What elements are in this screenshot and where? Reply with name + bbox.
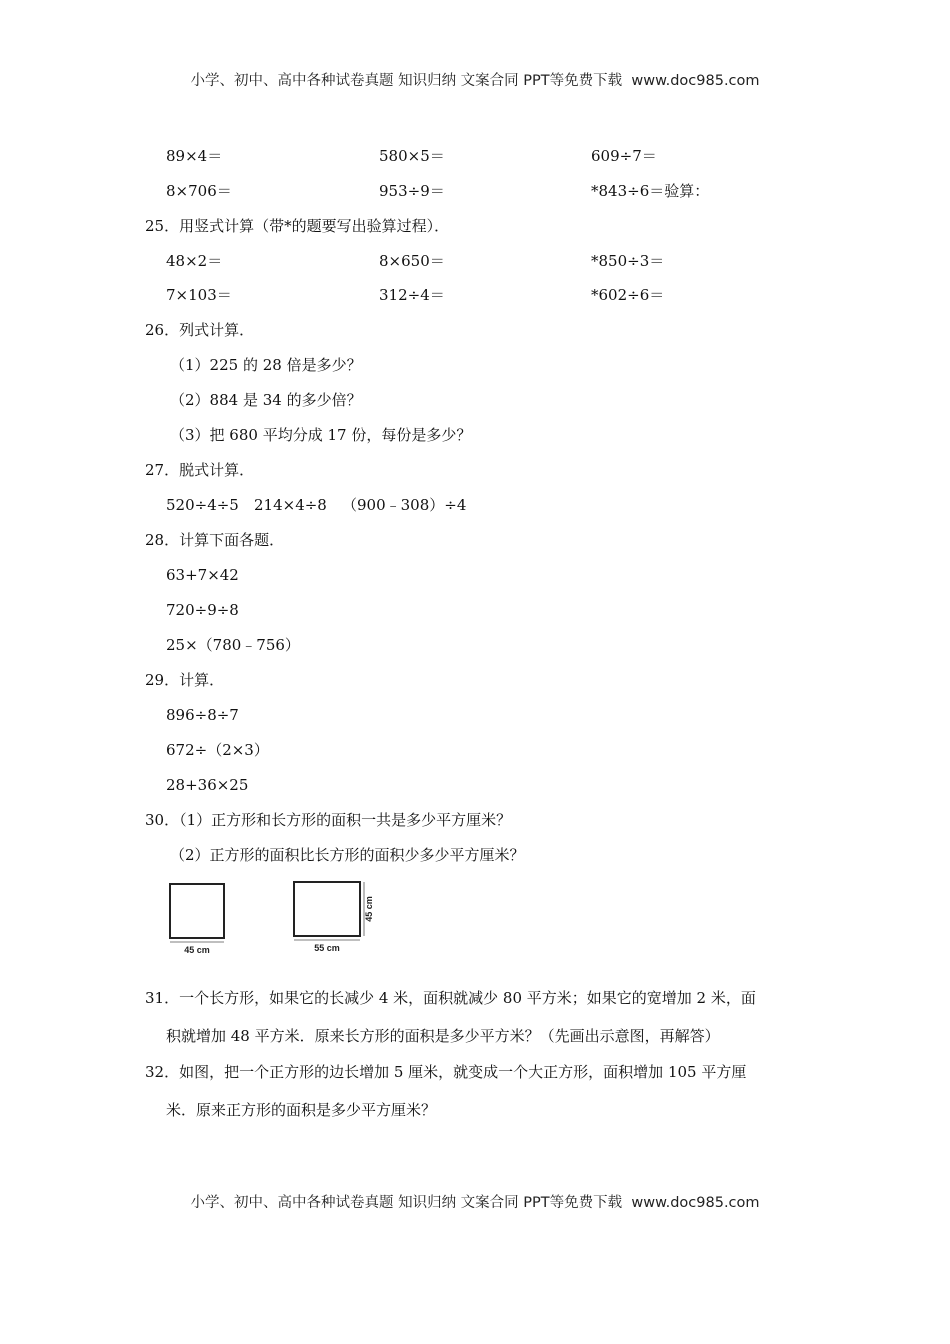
footer-url: www.doc985.com — [631, 1195, 760, 1211]
q25-title: 25．用竖式计算（带*的题要写出验算过程）． — [145, 217, 450, 235]
q32-line-1: 32．如图，把一个正方形的边长增加 5 厘米，就变成一个大正方形，面积增加 105 平方厘 — [145, 1063, 747, 1081]
q28-title: 28．计算下面各题． — [145, 531, 285, 549]
q26-item-1: （1）225 的 28 倍是多少？ — [170, 356, 362, 374]
q29-title: 29．计算． — [145, 671, 225, 689]
page-footer — [0, 1191, 950, 1212]
q29-expr-3: 28+36×25 — [166, 776, 249, 794]
q24-expr-6: *843÷6＝验算： — [591, 182, 710, 200]
q27-expr-3: （900﹣308）÷4 — [342, 496, 467, 514]
square-shape — [170, 884, 224, 938]
q25-expr-1: 48×2＝ — [166, 252, 223, 270]
q25-expr-4: 7×103＝ — [166, 286, 232, 304]
q26-title: 26．列式计算． — [145, 321, 255, 339]
header-url: www.doc985.com — [631, 73, 760, 89]
q29-expr-2: 672÷（2×3） — [166, 741, 269, 759]
q31-line-1: 31．一个长方形，如果它的长减少 4 米，面积就减少 80 平方米；如果它的宽增加 2 米，面 — [145, 989, 756, 1007]
page-header — [0, 69, 950, 90]
q27-expr-1: 520÷4÷5 — [166, 496, 239, 514]
rect-width-label: 55 cm — [314, 943, 340, 953]
q25-expr-5: 312÷4＝ — [379, 286, 445, 304]
q24-expr-1: 89×4＝ — [166, 147, 223, 165]
q28-expr-1: 63+7×42 — [166, 566, 239, 584]
header-text: 小学、初中、高中各种试卷真题 知识归纳 文案合同 PPT等免费下载 — [190, 73, 623, 89]
q26-item-2: （2）884 是 34 的多少倍？ — [170, 391, 362, 409]
q30-line-1: 30．（1）正方形和长方形的面积一共是多少平方厘米？ — [145, 811, 512, 829]
rect-height-label: 45 cm — [364, 896, 374, 922]
q26-item-3: （3）把 680 平均分成 17 份，每份是多少？ — [170, 426, 472, 444]
q28-expr-2: 720÷9÷8 — [166, 601, 239, 619]
q25-expr-2: 8×650＝ — [379, 252, 445, 270]
square-side-label: 45 cm — [184, 945, 210, 955]
q25-expr-6: *602÷6＝ — [591, 286, 665, 304]
q32-line-2: 米．原来正方形的面积是多少平方厘米？ — [166, 1101, 437, 1119]
q27-title: 27．脱式计算． — [145, 461, 255, 479]
q24-expr-5: 953÷9＝ — [379, 182, 445, 200]
q30-line-2: （2）正方形的面积比长方形的面积少多少平方厘米？ — [170, 846, 525, 864]
rectangle-shape — [294, 882, 360, 936]
q27-expr-2: 214×4÷8 — [254, 496, 327, 514]
q31-line-2: 积就增加 48 平方米．原来长方形的面积是多少平方米？（先画出示意图，再解答） — [166, 1027, 720, 1045]
q25-expr-3: *850÷3＝ — [591, 252, 665, 270]
q24-expr-4: 8×706＝ — [166, 182, 232, 200]
q24-expr-2: 580×5＝ — [379, 147, 445, 165]
q28-expr-3: 25×（780﹣756） — [166, 636, 300, 654]
footer-text: 小学、初中、高中各种试卷真题 知识归纳 文案合同 PPT等免费下载 — [190, 1195, 623, 1211]
q30-figure — [160, 872, 380, 962]
q29-expr-1: 896÷8÷7 — [166, 706, 239, 724]
q24-expr-3: 609÷7＝ — [591, 147, 657, 165]
